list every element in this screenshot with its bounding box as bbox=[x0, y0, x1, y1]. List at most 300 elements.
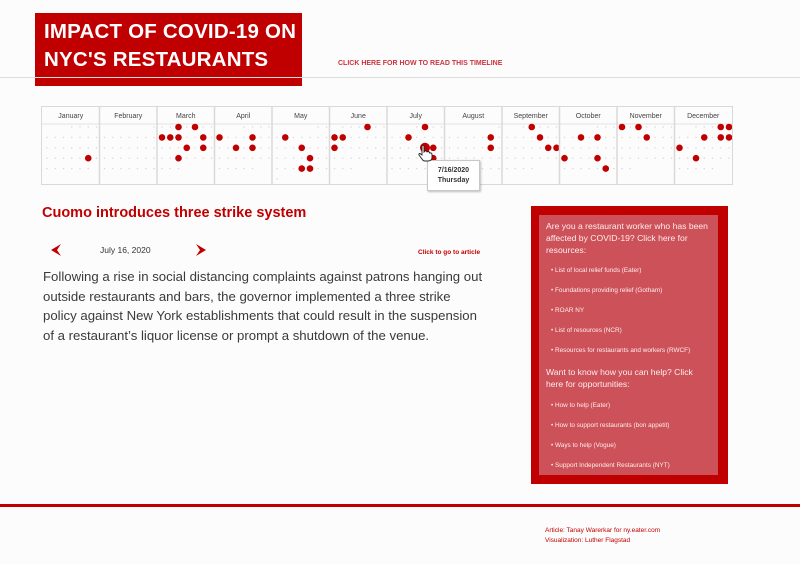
day-dot bbox=[367, 158, 368, 159]
help-prompt: Want to know how you can help? Click here for opportunities: bbox=[546, 367, 693, 390]
event-dot[interactable] bbox=[183, 145, 190, 152]
day-dot bbox=[728, 147, 729, 148]
day-dot bbox=[104, 158, 105, 159]
day-dot bbox=[654, 147, 655, 148]
day-dot bbox=[79, 137, 80, 138]
day-dot bbox=[589, 168, 590, 169]
event-dot[interactable] bbox=[422, 124, 429, 131]
month-label: February bbox=[114, 113, 143, 120]
month-label: July bbox=[409, 113, 422, 120]
event-dot[interactable] bbox=[578, 134, 585, 141]
day-dot bbox=[490, 158, 491, 159]
day-dot bbox=[457, 158, 458, 159]
day-dot bbox=[359, 147, 360, 148]
day-dot bbox=[416, 137, 417, 138]
day-dot bbox=[383, 126, 384, 127]
day-dot bbox=[375, 158, 376, 159]
day-dot bbox=[712, 126, 713, 127]
day-dot bbox=[523, 126, 524, 127]
event-dot[interactable] bbox=[405, 134, 412, 141]
day-dot bbox=[88, 137, 89, 138]
event-dot[interactable] bbox=[249, 145, 256, 152]
day-dot bbox=[408, 147, 409, 148]
day-dot bbox=[268, 158, 269, 159]
day-dot bbox=[194, 147, 195, 148]
day-dot bbox=[720, 158, 721, 159]
day-dot bbox=[391, 137, 392, 138]
day-dot bbox=[597, 147, 598, 148]
month-label: December bbox=[687, 113, 720, 120]
article-credit: Article: Tanay Warerkar for ny.eater.com bbox=[545, 527, 661, 534]
day-dot bbox=[129, 158, 130, 159]
day-dot bbox=[334, 168, 335, 169]
event-dot[interactable] bbox=[159, 134, 166, 141]
day-dot bbox=[630, 126, 631, 127]
day-dot bbox=[515, 137, 516, 138]
day-dot bbox=[79, 147, 80, 148]
help-link[interactable]: • How to help (Eater) bbox=[551, 396, 711, 416]
day-dot bbox=[449, 147, 450, 148]
event-dot[interactable] bbox=[537, 134, 544, 141]
day-dot bbox=[145, 158, 146, 159]
event-dot[interactable] bbox=[175, 134, 182, 141]
day-dot bbox=[433, 126, 434, 127]
day-dot bbox=[161, 126, 162, 127]
day-dot bbox=[137, 168, 138, 169]
day-dot bbox=[400, 137, 401, 138]
title-line-1: IMPACT OF COVID-19 ON bbox=[44, 20, 297, 43]
day-dot bbox=[145, 137, 146, 138]
month-label: May bbox=[294, 113, 308, 120]
day-dot bbox=[309, 147, 310, 148]
day-dot bbox=[63, 168, 64, 169]
day-dot bbox=[137, 158, 138, 159]
day-dot bbox=[120, 147, 121, 148]
month-label: June bbox=[350, 113, 366, 120]
how-to-read-link[interactable]: CLICK HERE FOR HOW TO READ THIS TIMELINE bbox=[338, 60, 503, 67]
day-dot bbox=[211, 147, 212, 148]
day-dot bbox=[318, 168, 319, 169]
day-dot bbox=[621, 147, 622, 148]
day-dot bbox=[391, 168, 392, 169]
event-dot[interactable] bbox=[175, 124, 182, 131]
day-dot bbox=[523, 147, 524, 148]
day-dot bbox=[597, 126, 598, 127]
day-dot bbox=[268, 126, 269, 127]
day-dot bbox=[350, 126, 351, 127]
day-dot bbox=[285, 168, 286, 169]
day-dot bbox=[63, 137, 64, 138]
event-dot[interactable] bbox=[339, 134, 346, 141]
day-dot bbox=[416, 168, 417, 169]
event-dot[interactable] bbox=[487, 145, 494, 152]
day-dot bbox=[695, 137, 696, 138]
day-dot bbox=[161, 147, 162, 148]
day-dot bbox=[375, 137, 376, 138]
day-dot bbox=[498, 147, 499, 148]
day-dot bbox=[350, 168, 351, 169]
day-dot bbox=[46, 137, 47, 138]
day-dot bbox=[482, 147, 483, 148]
day-dot bbox=[449, 137, 450, 138]
day-dot bbox=[605, 126, 606, 127]
day-dot bbox=[498, 158, 499, 159]
day-dot bbox=[342, 168, 343, 169]
event-dot[interactable] bbox=[619, 124, 626, 131]
event-dot[interactable] bbox=[676, 145, 683, 152]
help-link[interactable]: • Support Independent Restaurants (NYT) bbox=[551, 456, 711, 476]
event-dot[interactable] bbox=[307, 165, 314, 172]
day-dot bbox=[523, 168, 524, 169]
calendar-svg bbox=[42, 107, 732, 184]
day-dot bbox=[498, 168, 499, 169]
day-dot bbox=[671, 137, 672, 138]
event-dot[interactable] bbox=[726, 134, 732, 141]
day-dot bbox=[646, 126, 647, 127]
day-dot bbox=[227, 147, 228, 148]
day-dot bbox=[120, 137, 121, 138]
day-dot bbox=[120, 168, 121, 169]
day-dot bbox=[621, 168, 622, 169]
day-dot bbox=[605, 147, 606, 148]
day-dot bbox=[318, 137, 319, 138]
event-dot[interactable] bbox=[693, 155, 700, 162]
day-dot bbox=[350, 137, 351, 138]
event-headline: Cuomo introduces three strike system bbox=[42, 205, 307, 221]
day-dot bbox=[654, 137, 655, 138]
event-dot[interactable] bbox=[545, 145, 552, 152]
day-dot bbox=[71, 126, 72, 127]
day-dot bbox=[112, 137, 113, 138]
day-dot bbox=[482, 168, 483, 169]
event-dot[interactable] bbox=[528, 124, 535, 131]
day-dot bbox=[556, 158, 557, 159]
event-dot[interactable] bbox=[249, 134, 256, 141]
day-dot bbox=[539, 147, 540, 148]
footer-divider bbox=[0, 504, 800, 507]
day-dot bbox=[695, 126, 696, 127]
date-tooltip bbox=[427, 160, 480, 191]
day-dot bbox=[112, 158, 113, 159]
day-dot bbox=[104, 168, 105, 169]
day-dot bbox=[433, 137, 434, 138]
event-dot[interactable] bbox=[167, 134, 174, 141]
day-dot bbox=[441, 126, 442, 127]
day-dot bbox=[441, 158, 442, 159]
day-dot bbox=[153, 147, 154, 148]
day-dot bbox=[170, 126, 171, 127]
day-dot bbox=[671, 147, 672, 148]
day-dot bbox=[564, 168, 565, 169]
day-dot bbox=[424, 168, 425, 169]
day-dot bbox=[400, 168, 401, 169]
tooltip-date: 7/16/2020 bbox=[437, 167, 470, 174]
day-dot bbox=[613, 126, 614, 127]
event-dot[interactable] bbox=[487, 134, 494, 141]
day-dot bbox=[638, 147, 639, 148]
event-dot[interactable] bbox=[331, 134, 338, 141]
worker-link[interactable]: • List of local relief funds (Eater) bbox=[551, 261, 711, 281]
day-dot bbox=[539, 158, 540, 159]
event-dot[interactable] bbox=[216, 134, 223, 141]
day-dot bbox=[260, 158, 261, 159]
event-dot[interactable] bbox=[282, 134, 289, 141]
day-dot bbox=[219, 168, 220, 169]
day-dot bbox=[268, 147, 269, 148]
event-dot[interactable] bbox=[701, 134, 708, 141]
event-dot[interactable] bbox=[635, 124, 642, 131]
day-dot bbox=[252, 168, 253, 169]
event-dot[interactable] bbox=[298, 165, 305, 172]
event-dot[interactable] bbox=[594, 155, 601, 162]
day-dot bbox=[244, 147, 245, 148]
event-dot[interactable] bbox=[726, 124, 732, 131]
day-dot bbox=[367, 137, 368, 138]
event-dot[interactable] bbox=[364, 124, 371, 131]
day-dot bbox=[104, 147, 105, 148]
day-dot bbox=[383, 137, 384, 138]
day-dot bbox=[638, 137, 639, 138]
day-dot bbox=[235, 158, 236, 159]
day-dot bbox=[712, 147, 713, 148]
day-dot bbox=[506, 137, 507, 138]
day-dot bbox=[359, 137, 360, 138]
day-dot bbox=[556, 126, 557, 127]
day-dot bbox=[145, 168, 146, 169]
event-dot[interactable] bbox=[561, 155, 568, 162]
day-dot bbox=[630, 137, 631, 138]
day-dot bbox=[695, 147, 696, 148]
day-dot bbox=[687, 158, 688, 159]
day-dot bbox=[96, 137, 97, 138]
month-label: April bbox=[236, 113, 251, 120]
day-dot bbox=[276, 158, 277, 159]
day-dot bbox=[564, 147, 565, 148]
worker-link[interactable]: • Resources for restaurants and workers (RWCF) bbox=[551, 341, 711, 361]
day-dot bbox=[720, 147, 721, 148]
day-dot bbox=[613, 137, 614, 138]
tooltip-weekday: Thursday bbox=[437, 177, 470, 184]
event-dot[interactable] bbox=[717, 124, 724, 131]
day-dot bbox=[605, 137, 606, 138]
go-to-article-link[interactable]: Click to go to article bbox=[418, 249, 481, 256]
day-dot bbox=[293, 147, 294, 148]
event-dot[interactable] bbox=[175, 155, 182, 162]
day-dot bbox=[318, 158, 319, 159]
day-dot bbox=[235, 137, 236, 138]
day-dot bbox=[441, 147, 442, 148]
day-dot bbox=[506, 158, 507, 159]
day-dot bbox=[646, 158, 647, 159]
day-dot bbox=[153, 168, 154, 169]
day-dot bbox=[580, 158, 581, 159]
day-dot bbox=[359, 158, 360, 159]
worker-link[interactable]: • Foundations providing relief (Gotham) bbox=[551, 281, 711, 301]
next-event-arrow-icon[interactable] bbox=[194, 243, 208, 257]
day-dot bbox=[474, 137, 475, 138]
day-dot bbox=[523, 158, 524, 159]
day-dot bbox=[153, 158, 154, 159]
day-dot bbox=[96, 158, 97, 159]
day-dot bbox=[46, 147, 47, 148]
day-dot bbox=[679, 137, 680, 138]
day-dot bbox=[391, 158, 392, 159]
day-dot bbox=[728, 158, 729, 159]
day-dot bbox=[227, 137, 228, 138]
workers-prompt: Are you a restaurant worker who has been affected by COVID-19? Click here for resources: bbox=[546, 221, 708, 255]
day-dot bbox=[153, 137, 154, 138]
day-dot bbox=[621, 137, 622, 138]
day-dot bbox=[211, 137, 212, 138]
day-dot bbox=[482, 137, 483, 138]
event-dot[interactable] bbox=[594, 134, 601, 141]
month-label: January bbox=[58, 113, 84, 120]
day-dot bbox=[712, 168, 713, 169]
day-dot bbox=[318, 126, 319, 127]
help-link[interactable]: • How to support restaurants (bon appetit) bbox=[551, 416, 711, 436]
day-dot bbox=[79, 126, 80, 127]
month-label: November bbox=[629, 113, 662, 120]
day-dot bbox=[342, 158, 343, 159]
day-dot bbox=[679, 168, 680, 169]
day-dot bbox=[663, 147, 664, 148]
day-dot bbox=[465, 147, 466, 148]
day-dot bbox=[318, 147, 319, 148]
day-dot bbox=[687, 168, 688, 169]
day-dot bbox=[671, 126, 672, 127]
day-dot bbox=[178, 147, 179, 148]
resources-panel bbox=[531, 206, 728, 484]
day-dot bbox=[244, 158, 245, 159]
event-dot[interactable] bbox=[331, 145, 338, 152]
day-dot bbox=[646, 147, 647, 148]
day-dot bbox=[638, 158, 639, 159]
day-dot bbox=[572, 147, 573, 148]
day-dot bbox=[260, 137, 261, 138]
month-label: August bbox=[462, 113, 485, 120]
day-dot bbox=[203, 158, 204, 159]
day-dot bbox=[170, 147, 171, 148]
day-dot bbox=[359, 126, 360, 127]
day-dot bbox=[531, 147, 532, 148]
day-dot bbox=[293, 168, 294, 169]
worker-link[interactable]: • ROAR NY bbox=[551, 301, 711, 321]
event-dot[interactable] bbox=[307, 155, 314, 162]
day-dot bbox=[186, 158, 187, 159]
day-dot bbox=[704, 158, 705, 159]
day-dot bbox=[88, 147, 89, 148]
resources-panel-inner bbox=[539, 215, 718, 475]
day-dot bbox=[548, 158, 549, 159]
worker-link[interactable]: • List of resources (NCR) bbox=[551, 321, 711, 341]
day-dot bbox=[342, 126, 343, 127]
day-dot bbox=[580, 147, 581, 148]
day-dot bbox=[178, 168, 179, 169]
day-dot bbox=[326, 158, 327, 159]
day-dot bbox=[613, 158, 614, 159]
day-dot bbox=[88, 168, 89, 169]
day-dot bbox=[63, 147, 64, 148]
day-dot bbox=[663, 126, 664, 127]
day-dot bbox=[539, 126, 540, 127]
day-dot bbox=[227, 158, 228, 159]
page-title bbox=[35, 13, 302, 86]
day-dot bbox=[71, 137, 72, 138]
day-dot bbox=[285, 158, 286, 159]
day-dot bbox=[55, 158, 56, 159]
help-link[interactable]: • Ways to help (Vogue) bbox=[551, 436, 711, 456]
day-dot bbox=[687, 147, 688, 148]
event-dot[interactable] bbox=[643, 134, 650, 141]
day-dot bbox=[186, 137, 187, 138]
event-dot[interactable] bbox=[200, 145, 207, 152]
event-date: July 16, 2020 bbox=[100, 245, 151, 255]
day-dot bbox=[391, 147, 392, 148]
day-dot bbox=[515, 147, 516, 148]
day-dot bbox=[400, 158, 401, 159]
event-dot[interactable] bbox=[298, 145, 305, 152]
day-dot bbox=[252, 158, 253, 159]
day-dot bbox=[129, 137, 130, 138]
day-dot bbox=[112, 147, 113, 148]
day-dot bbox=[301, 158, 302, 159]
day-dot bbox=[326, 126, 327, 127]
day-dot bbox=[137, 137, 138, 138]
title-line-2: NYC'S RESTAURANTS bbox=[44, 48, 269, 71]
day-dot bbox=[334, 158, 335, 159]
day-dot bbox=[441, 137, 442, 138]
day-dot bbox=[506, 147, 507, 148]
day-dot bbox=[96, 147, 97, 148]
month-label: October bbox=[575, 113, 601, 120]
day-dot bbox=[268, 137, 269, 138]
day-dot bbox=[383, 158, 384, 159]
day-dot bbox=[654, 158, 655, 159]
event-dot[interactable] bbox=[192, 124, 199, 131]
previous-event-arrow-icon[interactable] bbox=[49, 243, 63, 257]
day-dot bbox=[137, 147, 138, 148]
day-dot bbox=[457, 147, 458, 148]
day-dot bbox=[276, 147, 277, 148]
day-dot bbox=[252, 126, 253, 127]
day-dot bbox=[244, 126, 245, 127]
event-description: Following a rise in social distancing complaints against patrons hanging out outside restaurants and bars, the governor implemented a three strike policy against New York establishments that could result in the suspension of a restaurant’s liquor license or prompt a shutdown of the venue. bbox=[43, 269, 483, 343]
day-dot bbox=[161, 158, 162, 159]
event-dot[interactable] bbox=[717, 134, 724, 141]
day-dot bbox=[580, 168, 581, 169]
day-dot bbox=[350, 147, 351, 148]
day-dot bbox=[260, 126, 261, 127]
day-dot bbox=[129, 147, 130, 148]
day-dot bbox=[96, 126, 97, 127]
day-dot bbox=[46, 158, 47, 159]
day-dot bbox=[79, 158, 80, 159]
day-dot bbox=[572, 158, 573, 159]
event-dot[interactable] bbox=[85, 155, 92, 162]
day-dot bbox=[326, 147, 327, 148]
header-divider bbox=[0, 77, 800, 78]
day-dot bbox=[194, 137, 195, 138]
event-dot[interactable] bbox=[200, 134, 207, 141]
day-dot bbox=[219, 158, 220, 159]
day-dot bbox=[326, 168, 327, 169]
event-dot[interactable] bbox=[602, 165, 609, 172]
event-dot[interactable] bbox=[233, 145, 240, 152]
day-dot bbox=[235, 168, 236, 169]
day-dot bbox=[498, 126, 499, 127]
day-dot bbox=[301, 137, 302, 138]
help-links-list bbox=[546, 396, 711, 476]
